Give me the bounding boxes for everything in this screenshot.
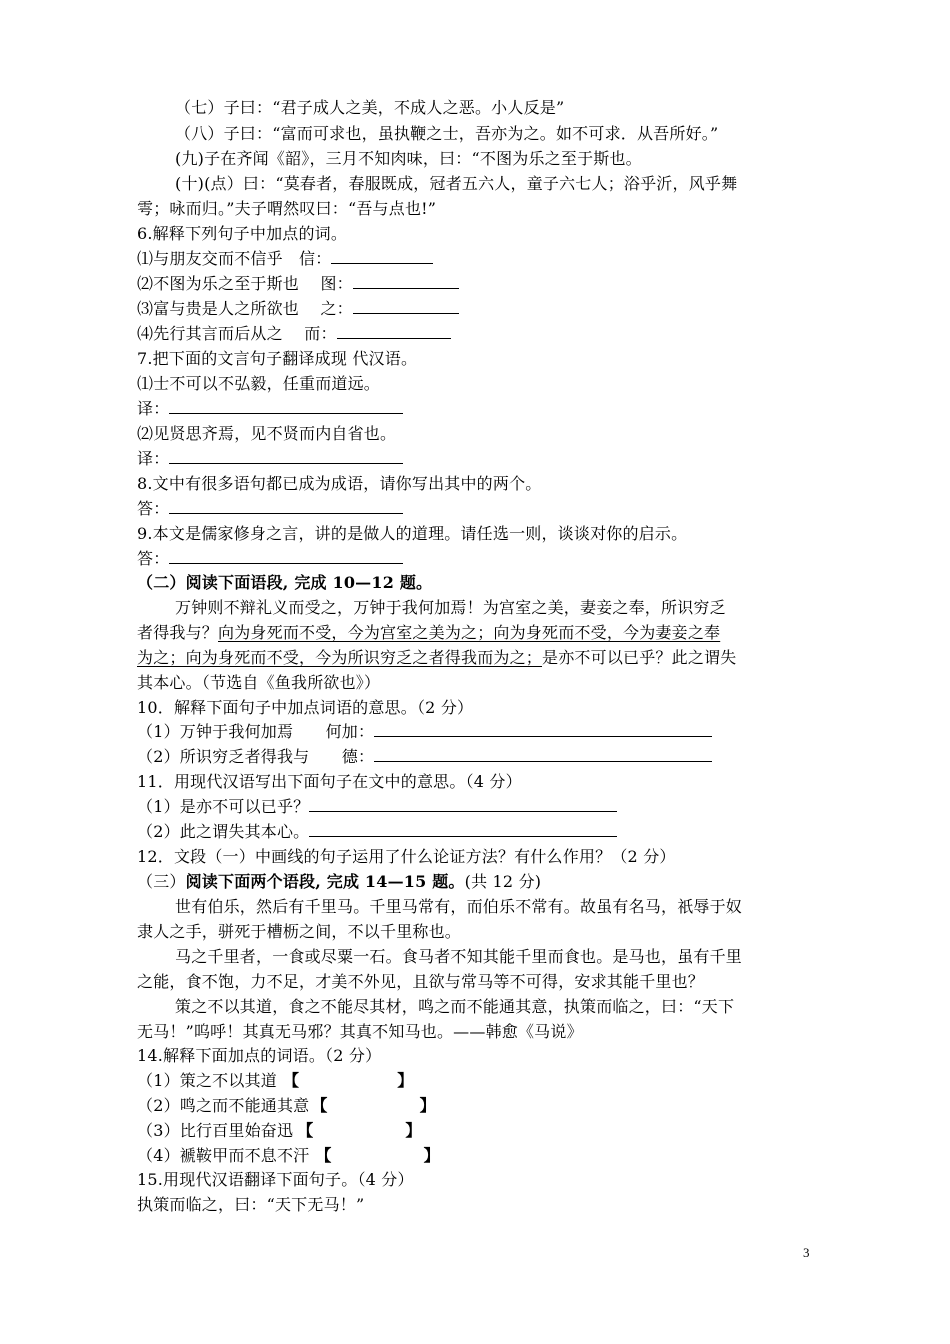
- answer-blank[interactable]: [309, 795, 617, 812]
- question-15: 15.用现代汉语翻译下面句子。（4 分）: [137, 1170, 414, 1189]
- question-11-item-2: （2）此之谓失其本心。: [137, 820, 817, 844]
- page-number: 3: [803, 1245, 810, 1260]
- question-6-item-2: ⑵不图为乐之至于斯也 图：: [137, 272, 817, 296]
- section-3-heading: （三）阅读下面两个语段, 完成 14—15 题。(共 12 分): [137, 872, 542, 891]
- question-14: 14.解释下面加点的词语。（2 分）: [137, 1046, 382, 1065]
- question-14-item-4: （4）褫鞍甲而不息不汗 【 】: [137, 1146, 440, 1165]
- question-6-item-1: ⑴与朋友交而不信乎 信：: [137, 247, 817, 271]
- underlined-sentence: 为之；向为身死而不受，今为所识穷乏之者得我而为之；: [137, 648, 543, 667]
- answer-blank[interactable]: [169, 497, 403, 514]
- passage-3-line-1: 世有伯乐，然后有千里马。千里马常有，而伯乐不常有。故虽有名马，祇辱于奴: [175, 897, 743, 916]
- question-10-item-1: （1）万钟于我何加焉 何加：: [137, 720, 817, 744]
- passage-3-line-4: 之能，食不饱，力不足，才美不外见，且欲与常马等不可得，安求其能千里也？: [137, 972, 705, 991]
- question-6: 6.解释下列句子中加点的词。: [137, 224, 348, 243]
- passage-2-line-2: 者得我与？向为身死而不受，今为宫室之美为之；向为身死而不受，今为妻妾之奉: [137, 623, 721, 642]
- translation-line-2: 译：: [137, 447, 817, 471]
- answer-blank[interactable]: [374, 745, 712, 762]
- answer-blank[interactable]: [169, 447, 403, 464]
- passage-3-line-2: 隶人之手，骈死于槽枥之间，不以千里称也。: [137, 922, 462, 941]
- answer-blank[interactable]: [374, 720, 712, 737]
- analects-8: （八）子曰：“富而可求也，虽执鞭之士，吾亦为之。如不可求．从吾所好。”: [175, 124, 719, 143]
- passage-3-line-6: 无马！”呜呼！其真无马邪？其真不知马也。——韩愈《马说》: [137, 1022, 583, 1041]
- analects-7: （七）子曰：“君子成人之美，不成人之恶。小人反是”: [175, 98, 565, 117]
- section-2-heading: （二）阅读下面语段, 完成 10—12 题。: [137, 573, 433, 592]
- question-11-item-1: （1）是亦不可以已乎？: [137, 795, 817, 819]
- question-6-item-4: ⑷先行其言而后从之 而：: [137, 322, 817, 346]
- answer-blank[interactable]: [169, 547, 403, 564]
- answer-blank[interactable]: [331, 247, 433, 264]
- translation-line-1: 译：: [137, 397, 817, 421]
- passage-2-line-3: 为之；向为身死而不受，今为所识穷乏之者得我而为之；是亦不可以已乎？此之谓失: [137, 648, 737, 667]
- passage-3-line-3: 马之千里者，一食或尽粟一石。食马者不知其能千里而食也。是马也，虽有千里: [175, 947, 743, 966]
- answer-blank[interactable]: [337, 322, 451, 339]
- question-6-item-3: ⑶富与贵是人之所欲也 之：: [137, 297, 817, 321]
- answer-blank[interactable]: [353, 272, 459, 289]
- question-8: 8.文中有很多语句都已成为成语，请你写出其中的两个。: [137, 474, 542, 493]
- question-10-item-2: （2）所识穷乏者得我与 德：: [137, 745, 817, 769]
- passage-3-line-5: 策之不以其道，食之不能尽其材，鸣之而不能通其意，执策而临之，曰：“天下: [175, 997, 735, 1016]
- underlined-sentence: 向为身死而不受，今为宫室之美为之；向为身死而不受，今为妻妾之奉: [218, 623, 721, 642]
- passage-2-line-4: 其本心。（节选自《鱼我所欲也》）: [137, 673, 381, 692]
- question-7-item-1: ⑴士不可以不弘毅，任重而道远。: [137, 374, 381, 393]
- analects-10-line2: 雩；咏而归。”夫子喟然叹曰：“吾与点也!”: [137, 199, 437, 218]
- question-14-item-2: （2）鸣之而不能通其意 【 】: [137, 1096, 436, 1115]
- answer-line-9: 答：: [137, 547, 817, 571]
- answer-blank[interactable]: [169, 397, 403, 414]
- analects-10-line1: (十)(点）曰：“莫春者，春服既成，冠者五六人，童子六七人；浴乎沂，风乎舞: [175, 174, 738, 193]
- answer-line-8: 答：: [137, 497, 817, 521]
- question-7: 7.把下面的文言句子翻译成现 代汉语。: [137, 349, 418, 368]
- passage-2-line-1: 万钟则不辩礼义而受之，万钟于我何加焉！为宫室之美，妻妾之奉，所识穷乏: [175, 598, 726, 617]
- question-12: 12．文段（一）中画线的句子运用了什么论证方法？有什么作用？（2 分）: [137, 847, 676, 866]
- question-10: 10．解释下面句子中加点词语的意思。（2 分）: [137, 698, 474, 717]
- question-7-item-2: ⑵见贤思齐焉，见不贤而内自省也。: [137, 424, 397, 443]
- question-14-item-3: （3）比行百里始奋迅 【 】: [137, 1121, 422, 1140]
- question-15-item: 执策而临之，曰：“天下无马！”: [137, 1195, 365, 1214]
- answer-blank[interactable]: [309, 820, 617, 837]
- answer-blank[interactable]: [353, 297, 459, 314]
- question-11: 11．用现代汉语写出下面句子在文中的意思。（4 分）: [137, 772, 522, 791]
- question-14-item-1: （1）策之不以其道 【 】: [137, 1071, 414, 1090]
- question-9: 9.本文是儒家修身之言，讲的是做人的道理。请任选一则，谈谈对你的启示。: [137, 524, 688, 543]
- analects-9: (九)子在齐闻《韶》，三月不知肉味，曰：“不图为乐之至于斯也。: [175, 149, 642, 168]
